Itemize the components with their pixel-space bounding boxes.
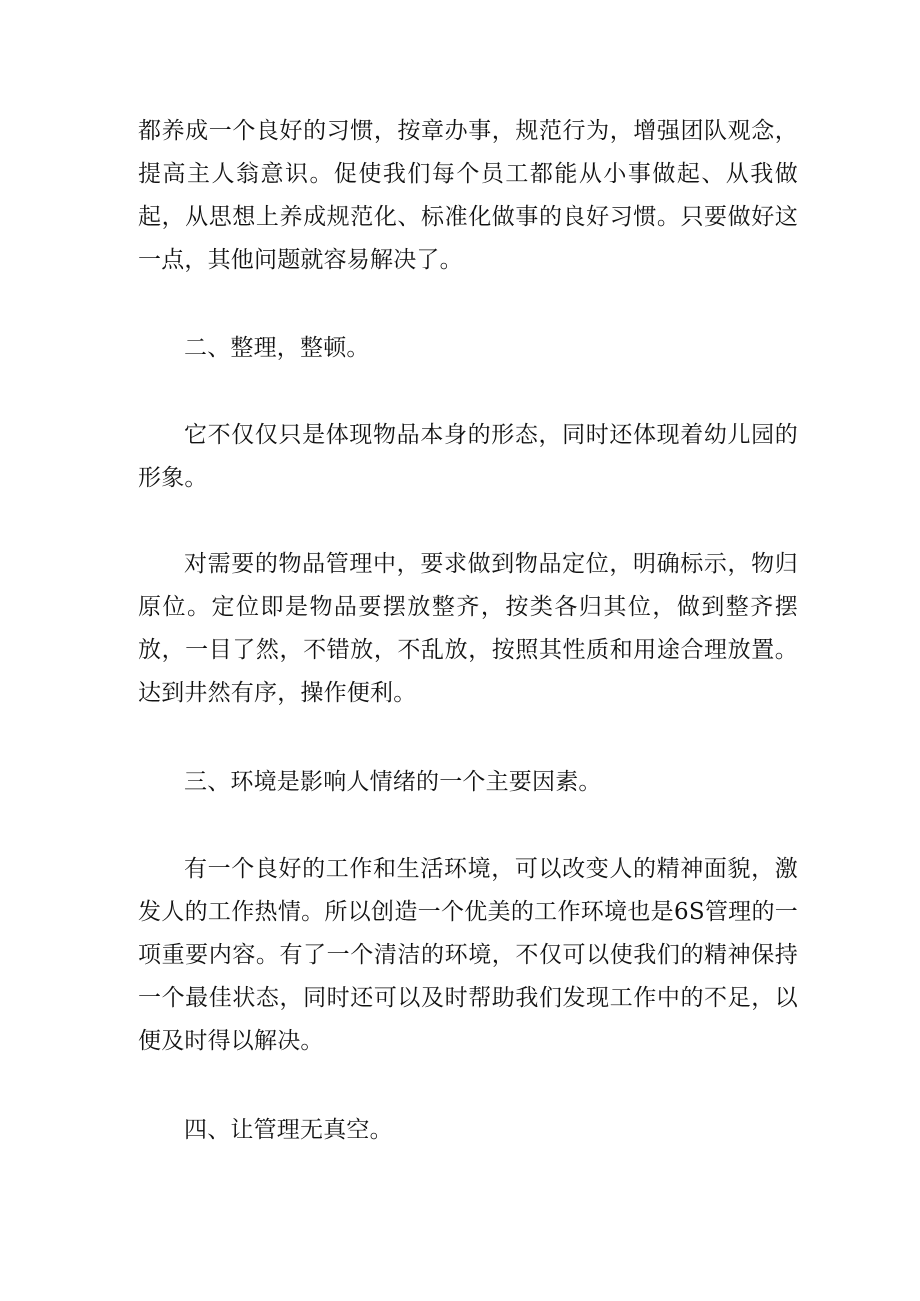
paragraph-continuation: 都养成一个良好的习惯，按章办事，规范行为，增强团队观念，提高主人翁意识。促使我们每个员工都能从小事做起、从我做起，从思想上养成规范化、标准化做事的良好习惯。只要做好这一点，其他问题就容易解决了。 <box>138 118 798 273</box>
section-heading-2: 二、整理，整顿。 <box>184 335 370 361</box>
section-heading-3: 三、环境是影响人情绪的一个主要因素。 <box>184 769 602 795</box>
paragraph-item-management: 对需要的物品管理中，要求做到物品定位，明确标示，物归原位。定位即是物品要摆放整齐，按类各归其位，做到整齐摆放，一目了然，不错放，不乱放，按照其性质和用途合理放置。达到井然有序，操作便利。 <box>138 551 798 706</box>
section-heading-4: 四、让管理无真空。 <box>184 1117 393 1143</box>
paragraph-image: 它不仅仅只是体现物品本身的形态，同时还体现着幼儿园的形象。 <box>138 422 798 491</box>
paragraph-environment: 有一个良好的工作和生活环境，可以改变人的精神面貌，激发人的工作热情。所以创造一个优美的工作环境也是6S管理的一项重要内容。有了一个清洁的环境，不仅可以使我们的精神保持一个最佳状态，同时还可以及时帮助我们发现工作中的不足，以便及时得以解决。 <box>138 856 798 1054</box>
